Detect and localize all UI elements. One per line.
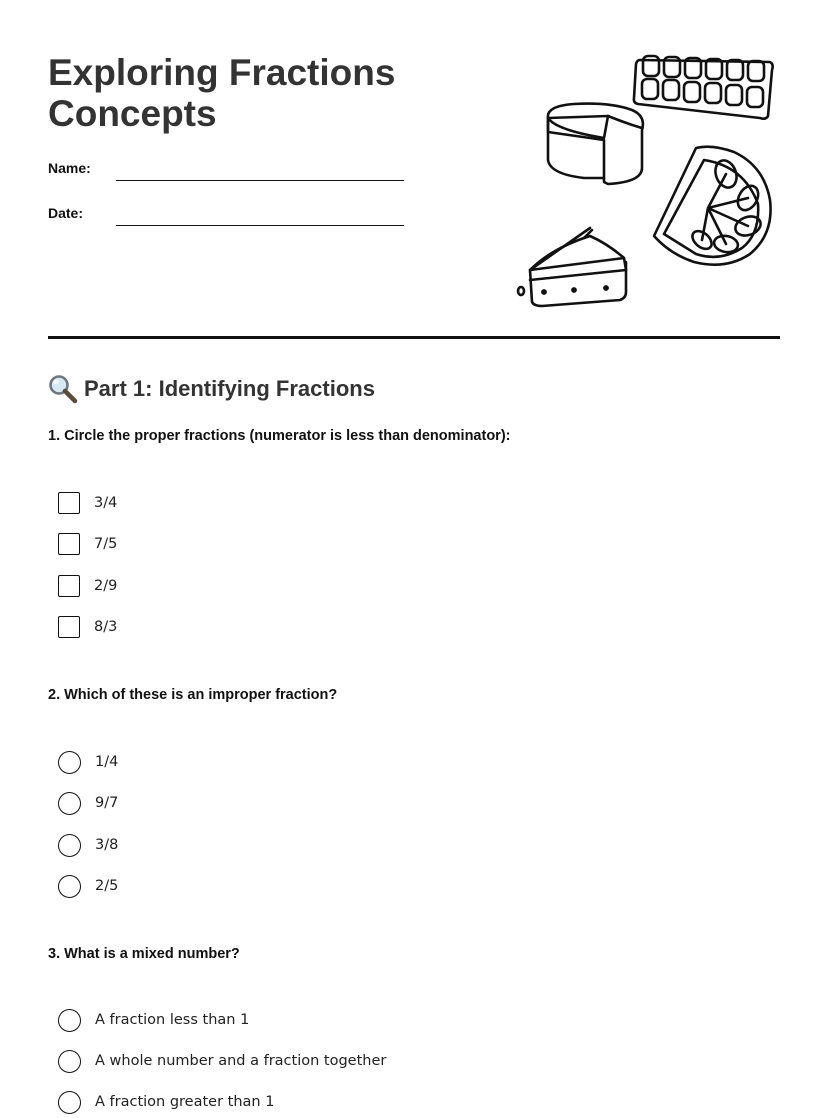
- radio-button[interactable]: [58, 1009, 81, 1032]
- radio-button[interactable]: [58, 834, 81, 857]
- option-label: 7/5: [94, 536, 118, 552]
- name-label: Name:: [48, 160, 91, 176]
- q1-option[interactable]: [58, 532, 117, 556]
- q3-option[interactable]: [58, 1008, 249, 1032]
- lemon-slice-icon: [654, 147, 771, 265]
- date-line[interactable]: [116, 225, 404, 226]
- page-title: [48, 52, 468, 134]
- option-label: 9/7: [95, 795, 119, 811]
- date-field: [48, 205, 408, 231]
- checkbox[interactable]: [58, 616, 80, 638]
- cake-slice-icon: [518, 228, 626, 306]
- option-label: 8/3: [94, 619, 118, 635]
- radio-button[interactable]: [58, 1050, 81, 1073]
- question-1: 1. Circle the proper fractions (numerator is less than denominator):: [48, 428, 511, 444]
- option-label: A fraction greater than 1: [95, 1094, 275, 1110]
- fraction-foods-icon: [512, 48, 782, 313]
- radio-button[interactable]: [58, 875, 81, 898]
- title-line-2: Concepts: [48, 93, 217, 134]
- option-label: 2/5: [95, 878, 119, 894]
- q1-option[interactable]: [58, 615, 117, 639]
- cheese-wheel-icon: [548, 104, 643, 184]
- q3-option[interactable]: [58, 1049, 386, 1073]
- q1-option[interactable]: [58, 491, 117, 515]
- question-3: 3. What is a mixed number?: [48, 946, 240, 962]
- name-field: [48, 160, 408, 186]
- q2-option[interactable]: [58, 874, 118, 898]
- radio-button[interactable]: [58, 792, 81, 815]
- option-label: A fraction less than 1: [95, 1012, 250, 1028]
- magnifier-icon: [48, 374, 78, 404]
- checkbox[interactable]: [58, 575, 80, 597]
- question-2: 2. Which of these is an improper fraction?: [48, 687, 338, 703]
- name-line[interactable]: [116, 180, 404, 181]
- header-divider: [48, 336, 780, 339]
- radio-button[interactable]: [58, 751, 81, 774]
- option-label: 3/4: [94, 495, 118, 511]
- radio-button[interactable]: [58, 1091, 81, 1114]
- option-label: 2/9: [94, 578, 118, 594]
- q3-option[interactable]: [58, 1090, 274, 1114]
- option-label: A whole number and a fraction together: [95, 1053, 387, 1069]
- chocolate-bar-icon: [634, 56, 773, 119]
- part1-title-text: Part 1: Identifying Fractions: [84, 376, 375, 401]
- q2-option[interactable]: [58, 833, 118, 857]
- part1-title: [48, 374, 375, 404]
- option-label: 3/8: [95, 837, 119, 853]
- q2-option[interactable]: [58, 750, 118, 774]
- q1-option[interactable]: [58, 574, 117, 598]
- checkbox[interactable]: [58, 533, 80, 555]
- title-line-1: Exploring Fractions: [48, 52, 396, 93]
- option-label: 1/4: [95, 754, 119, 770]
- q2-option[interactable]: [58, 791, 118, 815]
- checkbox[interactable]: [58, 492, 80, 514]
- date-label: Date:: [48, 205, 84, 221]
